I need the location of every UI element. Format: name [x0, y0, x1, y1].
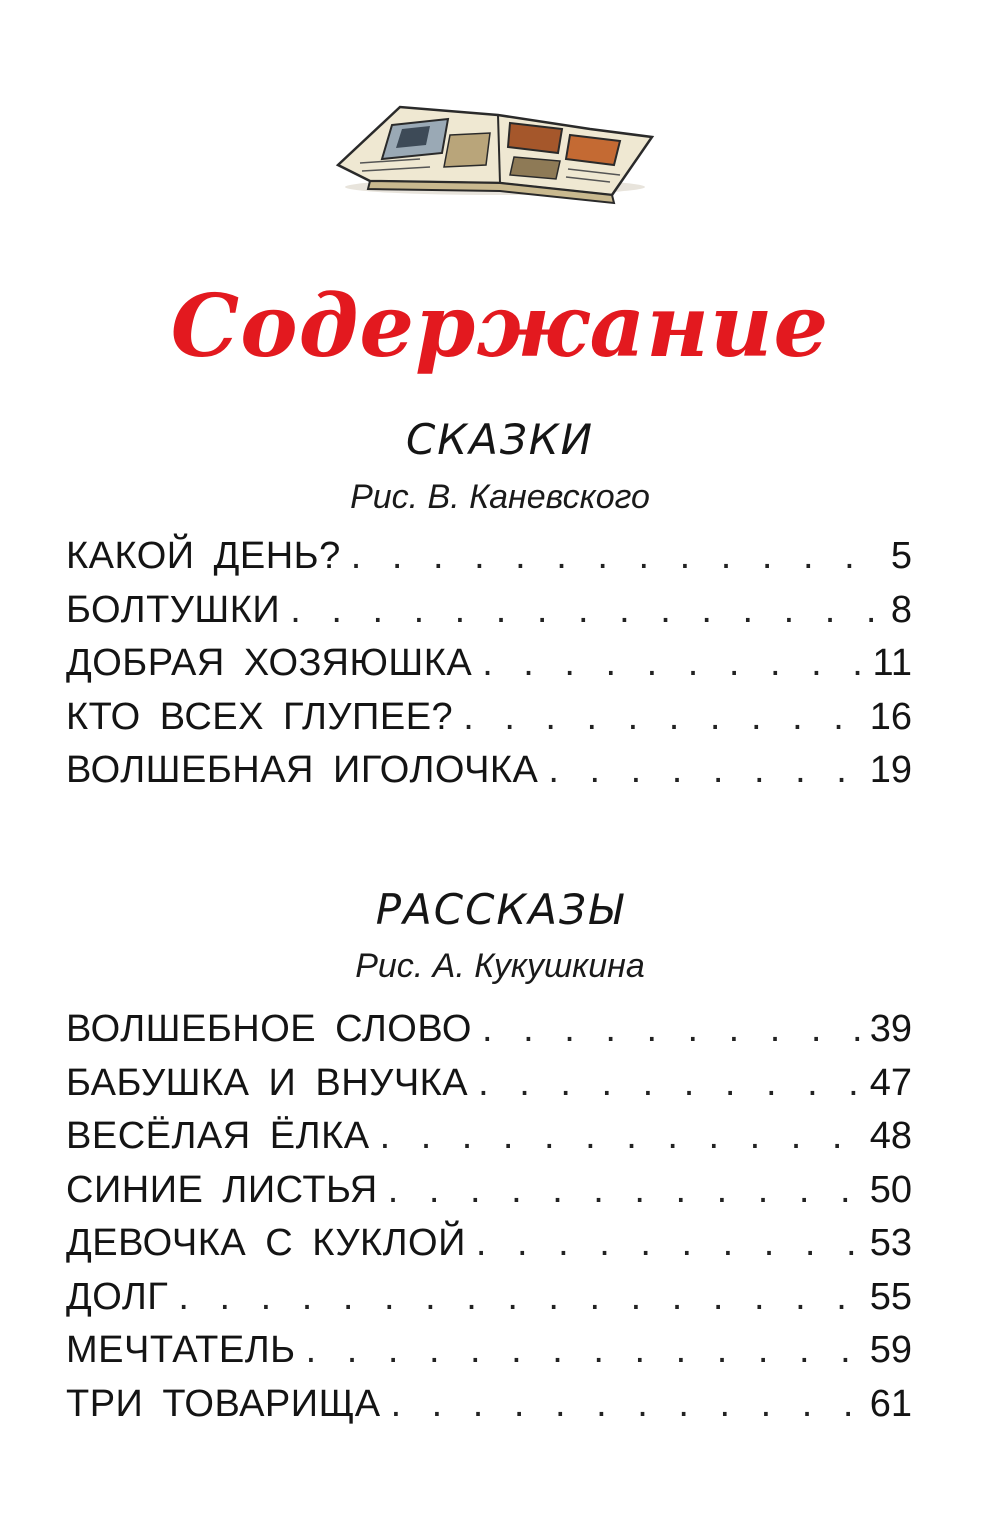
- toc-entry-page: 16: [869, 695, 912, 738]
- toc-entry-title: ВОЛШЕБНОЕ СЛОВО: [66, 1008, 472, 1050]
- dot-leader: [388, 1164, 862, 1218]
- dot-leader: [478, 1057, 862, 1111]
- toc-entry-page: 61: [869, 1382, 912, 1425]
- toc-entry-title: ВОЛШЕБНАЯ ИГОЛОЧКА: [66, 749, 539, 791]
- dot-leader: [482, 637, 864, 691]
- toc-entry-title: БОЛТУШКИ: [66, 588, 281, 631]
- toc-entry-title: ДЕВОЧКА С КУКЛОЙ: [66, 1222, 466, 1264]
- toc-entry[interactable]: [66, 584, 912, 638]
- dot-leader: [482, 1003, 862, 1057]
- toc-entry[interactable]: [66, 1164, 912, 1218]
- dot-leader: [380, 1110, 862, 1164]
- open-book-illustration-icon: [330, 95, 660, 205]
- toc-entry-title: ДОБРАЯ ХОЗЯЮШКА: [66, 642, 473, 684]
- toc-entry-page: 50: [869, 1168, 912, 1211]
- toc-entry-page: 59: [869, 1329, 912, 1371]
- page-title: Содержание: [170, 276, 830, 377]
- dot-leader: [290, 584, 883, 638]
- section-subtitle-rasskazy: Рис. А. Кукушкина: [355, 947, 645, 985]
- toc-entry-page: 8: [890, 588, 912, 631]
- dot-leader: [351, 530, 883, 584]
- section-heading-rasskazy: РАССКАЗЫ: [375, 885, 625, 934]
- toc-entry-title: ТРИ ТОВАРИЩА: [66, 1382, 381, 1425]
- toc-entry[interactable]: [66, 1217, 912, 1271]
- toc-entry-page: 5: [890, 535, 912, 577]
- section-heading-skazki: СКАЗКИ: [405, 415, 595, 464]
- dot-leader: [463, 691, 862, 745]
- dot-leader: [391, 1378, 862, 1432]
- dot-leader: [306, 1324, 862, 1378]
- toc-list-rasskazy: [66, 1003, 912, 1431]
- toc-entry[interactable]: [66, 744, 912, 798]
- toc-list-skazki: [66, 530, 912, 798]
- toc-entry-title: КАКОЙ ДЕНЬ?: [66, 535, 341, 577]
- toc-entry-page: 48: [869, 1115, 912, 1157]
- dot-leader: [178, 1271, 861, 1325]
- dot-leader: [476, 1217, 862, 1271]
- toc-entry[interactable]: [66, 1003, 912, 1057]
- toc-entry-title: КТО ВСЕХ ГЛУПЕЕ?: [66, 695, 454, 738]
- toc-entry-title: ДОЛГ: [66, 1275, 169, 1318]
- toc-entry[interactable]: [66, 530, 912, 584]
- toc-entry[interactable]: [66, 691, 912, 745]
- toc-entry-page: 19: [869, 749, 912, 791]
- toc-entry-title: МЕЧТАТЕЛЬ: [66, 1329, 296, 1371]
- toc-entry-title: БАБУШКА И ВНУЧКА: [66, 1061, 469, 1104]
- toc-entry[interactable]: [66, 1271, 912, 1325]
- toc-entry-page: 11: [872, 642, 912, 684]
- toc-entry-page: 55: [869, 1275, 912, 1318]
- toc-entry[interactable]: [66, 1057, 912, 1111]
- dot-leader: [548, 744, 861, 798]
- toc-entry[interactable]: [66, 1324, 912, 1378]
- toc-entry-title: ВЕСЁЛАЯ ЁЛКА: [66, 1115, 370, 1157]
- section-subtitle-skazki: Рис. В. Каневского: [350, 478, 650, 516]
- toc-entry[interactable]: [66, 637, 912, 691]
- toc-entry[interactable]: [66, 1378, 912, 1432]
- toc-entry-page: 47: [869, 1061, 912, 1104]
- toc-entry[interactable]: [66, 1110, 912, 1164]
- toc-entry-page: 39: [869, 1008, 912, 1050]
- toc-entry-page: 53: [869, 1222, 912, 1264]
- toc-entry-title: СИНИЕ ЛИСТЬЯ: [66, 1168, 378, 1211]
